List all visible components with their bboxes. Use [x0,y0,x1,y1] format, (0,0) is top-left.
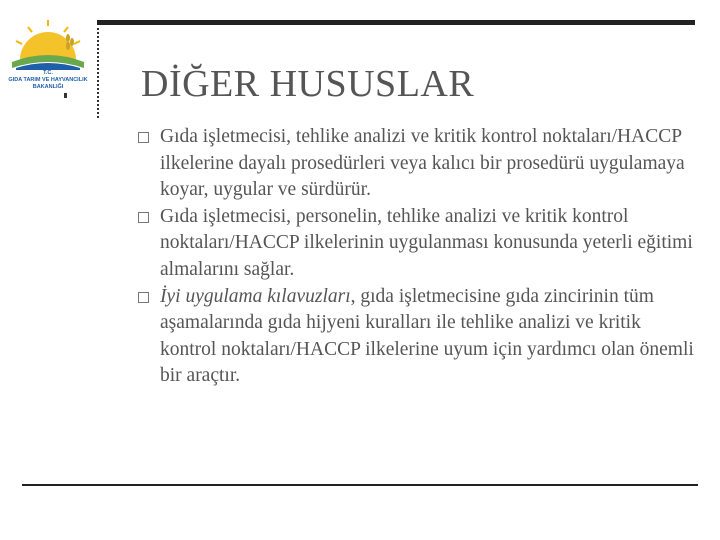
corner-mark [64,93,67,98]
square-bullet-icon [138,292,149,303]
bullet-text: , gıda işletmecisine gıda zincirinin tüm aşamalarında gıda hijyeni kuralları ile tehlike analizi ve kritik kontrol noktaları/HACCP ilkelerine uyum için yardımcı olan önemli bir araçtır. [160,285,694,387]
logo-line-1: T.C. [43,70,53,76]
sun-field-icon [2,18,94,70]
logo-line-2: GIDA TARIM VE HAYVANCILIK [8,77,88,83]
bottom-rule [22,484,698,486]
top-rule [97,20,695,25]
bullet-item [138,284,698,390]
bullet-italic-text: İyi uygulama kılavuzları [160,285,351,307]
logo-line-3: BAKANLIĞI [32,84,64,90]
bullet-item [138,124,698,204]
ministry-logo [2,18,94,92]
bullet-text: Gıda işletmecisi, personelin, tehlike analizi ve kritik kontrol noktaları/HACCP ilkelerinin uygulanması konusunda yeterli eğitimi almalarını sağlar. [160,205,693,280]
vertical-divider [97,28,99,118]
square-bullet-icon [138,212,149,223]
square-bullet-icon [138,132,149,143]
bullet-item [138,204,698,284]
bullet-list [138,124,698,390]
bullet-text: Gıda işletmecisi, tehlike analizi ve kritik kontrol noktaları/HACCP ilkelerine dayalı prosedürleri veya kalıcı bir prosedürü uygulamaya koyar, uygular ve sürdürür. [160,126,685,201]
slide-title: DİĞER HUSUSLAR [141,63,475,105]
